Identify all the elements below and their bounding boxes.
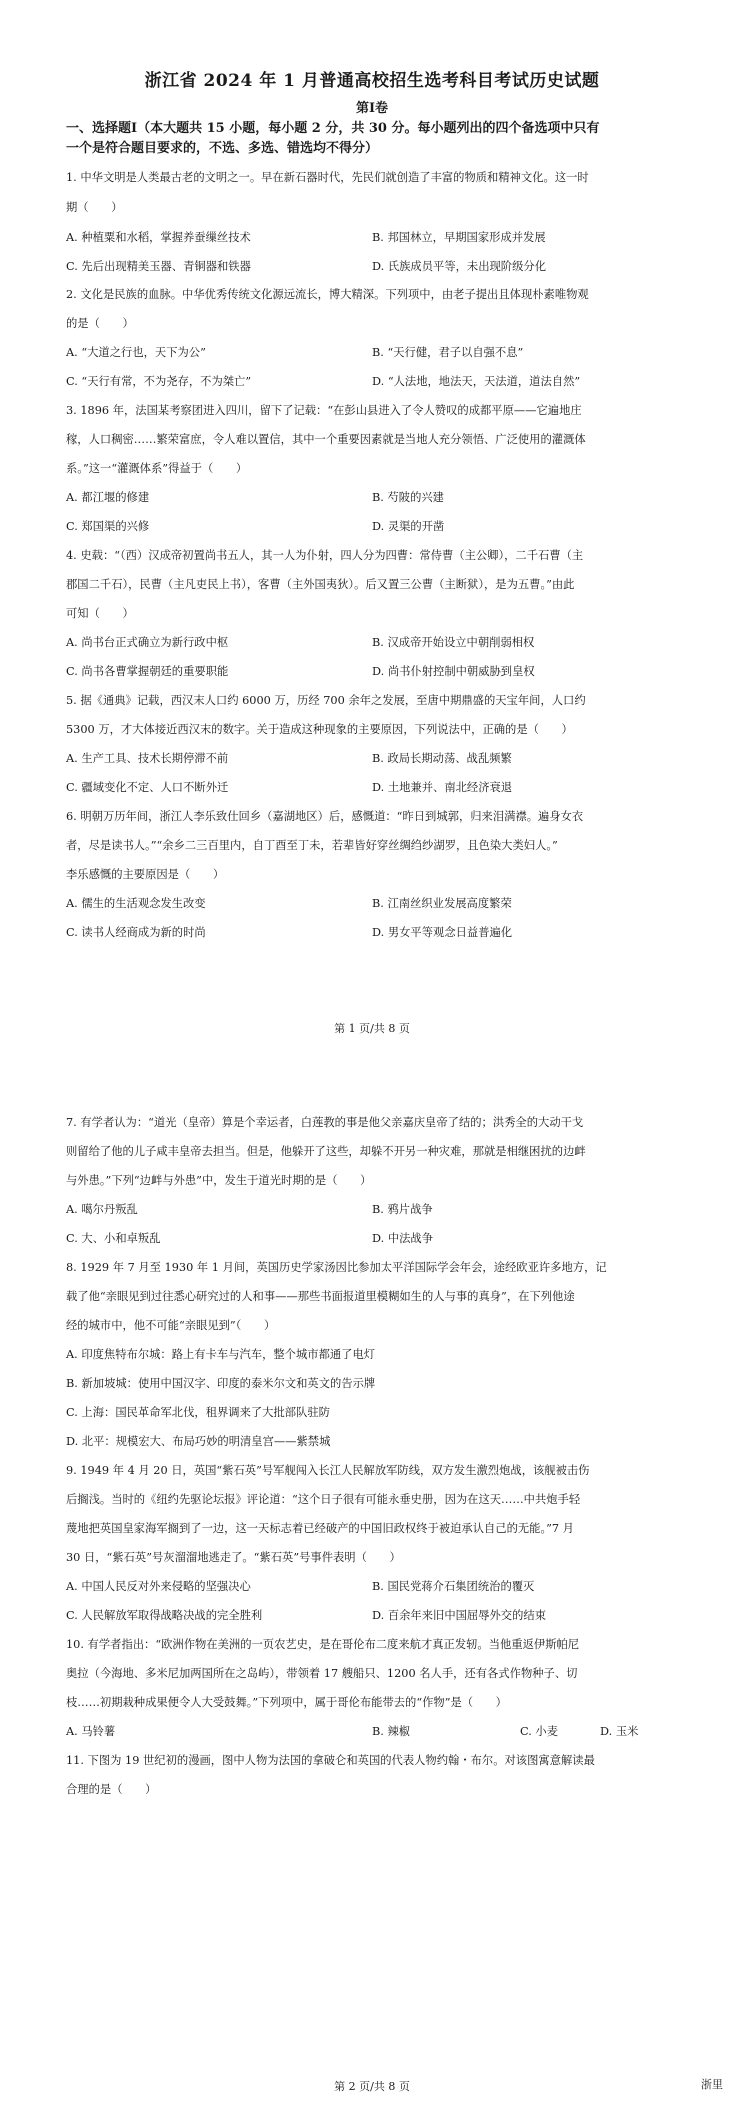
question-10-option-d: D. 玉米 bbox=[600, 1725, 639, 1738]
question-8-option-d: D. 北平：规模宏大、布局巧妙的明清皇宫——紫禁城 bbox=[66, 1435, 331, 1448]
question-4-option-b: B. 汉成帝开始设立中朝削弱相权 bbox=[372, 636, 535, 649]
question-8-option-c: C. 上海：国民革命军北伐，租界调来了大批部队驻防 bbox=[66, 1406, 330, 1419]
question-9-stem: 9. 1949 年 4 月 20 日，英国“紫石英”号军舰闯入长江人民解放军防线，双方发生激烈炮战，该舰被击伤 bbox=[66, 1464, 590, 1477]
question-10-stem: 奥拉（今海地、多米尼加两国所在之岛屿），带领着 17 艘船只、1200 名人手，还有各式作物种子、切 bbox=[66, 1667, 578, 1680]
question-9-stem: 蔑地把英国皇家海军搁到了一边，这一天标志着已经破产的中国旧政权终于被迫承认自己的无能。”7 月 bbox=[66, 1522, 574, 1535]
question-10-stem: 10. 有学者指出：“欧洲作物在美洲的一页农艺史，是在哥伦布二度来航才真正发轫。当他重返伊斯帕尼 bbox=[66, 1638, 580, 1651]
question-8-stem: 8. 1929 年 7 月至 1930 年 1 月间，英国历史学家汤因比参加太平洋国际学会年会，途经欧亚许多地方，记 bbox=[66, 1261, 607, 1274]
question-5-option-c: C. 疆域变化不定、人口不断外迁 bbox=[66, 781, 229, 794]
question-1-option-a: A. 种植粟和水稻，掌握养蚕缫丝技术 bbox=[66, 231, 251, 244]
question-3-stem: 系。”这一“灌溉体系”得益于（ ） bbox=[66, 462, 248, 475]
question-3-option-c: C. 郑国渠的兴修 bbox=[66, 520, 150, 533]
question-11-stem: 11. 下图为 19 世纪初的漫画，图中人物为法国的拿破仑和英国的代表人物约翰・布尔。对该图寓意解读最 bbox=[66, 1754, 595, 1767]
question-9-option-d: D. 百余年来旧中国屈辱外交的结束 bbox=[372, 1609, 546, 1622]
question-9-option-c: C. 人民解放军取得战略决战的完全胜利 bbox=[66, 1609, 263, 1622]
question-2-option-d: D. “人法地，地法天，天法道，道法自然” bbox=[372, 375, 581, 388]
question-9-stem: 后搁浅。当时的《纽约先驱论坛报》评论道：“这个日子很有可能永垂史册，因为在这天……中共炮手轻 bbox=[66, 1493, 581, 1506]
question-3-stem: 3. 1896 年，法国某考察团进入四川，留下了记载：“在彭山县进入了令人赞叹的成都平原——它遍地庄 bbox=[66, 404, 582, 417]
question-8-stem: 载了他“亲眼见到过往悉心研究过的人和事——那些书面报道里模糊如生的人与事的真身”，在下列他途 bbox=[66, 1290, 575, 1303]
question-4-stem: 4. 史载：“（西）汉成帝初置尚书五人，其一人为仆射，四人分为四曹：常侍曹（主公卿），二千石曹（主 bbox=[66, 549, 584, 562]
question-2-stem: 2. 文化是民族的血脉。中华优秀传统文化源远流长，博大精深。下列项中，由老子提出且体现朴素唯物观 bbox=[66, 288, 589, 301]
question-1-option-c: C. 先后出现精美玉器、青铜器和铁器 bbox=[66, 260, 251, 273]
question-7-stem: 则留给了他的儿子咸丰皇帝去担当。但是，他躲开了这些，却躲不开另一种灾难，那就是相继困扰的边衅 bbox=[66, 1145, 586, 1158]
question-10-option-b: B. 辣椒 bbox=[372, 1725, 411, 1738]
page-footer: 第 2 页/共 8 页 bbox=[334, 2080, 410, 2093]
page-footer: 第 1 页/共 8 页 bbox=[334, 1022, 410, 1035]
question-3-option-b: B. 芍陂的兴建 bbox=[372, 491, 444, 504]
question-6-stem: 者，尽是读书人。”“余乡二三百里内，自丁酉至丁未，若辈皆好穿丝绸绉纱湖罗，且色染大类妇人。” bbox=[66, 839, 558, 852]
question-10-option-c: C. 小麦 bbox=[520, 1725, 559, 1738]
question-8-stem: 经的城市中，他不可能“亲眼见到”（ ） bbox=[66, 1319, 276, 1332]
question-7-option-b: B. 鸦片战争 bbox=[372, 1203, 433, 1216]
question-6-option-d: D. 男女平等观念日益普遍化 bbox=[372, 926, 513, 939]
question-7-option-d: D. 中法战争 bbox=[372, 1232, 434, 1245]
question-1-stem: 期（ ） bbox=[66, 201, 123, 214]
question-9-option-a: A. 中国人民反对外来侵略的坚强决心 bbox=[66, 1580, 251, 1593]
question-2-option-b: B. “天行健，君子以自强不息” bbox=[372, 346, 524, 359]
question-2-option-a: A. “大道之行也，天下为公” bbox=[66, 346, 206, 359]
question-3-option-a: A. 都江堰的修建 bbox=[66, 491, 150, 504]
question-4-option-d: D. 尚书仆射控制中朝威胁到皇权 bbox=[372, 665, 535, 678]
question-11-stem: 合理的是（ ） bbox=[66, 1783, 157, 1796]
question-6-stem: 李乐感慨的主要原因是（ ） bbox=[66, 868, 225, 881]
question-3-stem: 稼，人口稠密……繁荣富庶，令人难以置信，其中一个重要因素就是当地人充分领悟、广泛使用的灌溉体 bbox=[66, 433, 586, 446]
question-2-option-c: C. “天行有常，不为尧存，不为桀亡” bbox=[66, 375, 252, 388]
question-7-option-a: A. 噶尔丹叛乱 bbox=[66, 1203, 138, 1216]
question-6-option-a: A. 儒生的生活观念发生改变 bbox=[66, 897, 206, 910]
section-heading bbox=[66, 119, 676, 159]
question-5-option-a: A. 生产工具、技术长期停滞不前 bbox=[66, 752, 229, 765]
question-4-option-a: A. 尚书台正式确立为新行政中枢 bbox=[66, 636, 229, 649]
question-9-option-b: B. 国民党蒋介石集团统治的覆灭 bbox=[372, 1580, 535, 1593]
question-8-option-b: B. 新加坡城：使用中国汉字、印度的泰米尔文和英文的告示牌 bbox=[66, 1377, 376, 1390]
question-4-stem: 郡国二千石），民曹（主凡吏民上书），客曹（主外国夷狄）。后又置三公曹（主断狱），是为五曹。”由此 bbox=[66, 578, 575, 591]
exam-title: 浙江省 2024 年 1 月普通高校招生选考科目考试历史试题 bbox=[144, 71, 600, 91]
question-5-option-b: B. 政局长期动荡、战乱频繁 bbox=[372, 752, 512, 765]
question-7-stem: 7. 有学者认为：“道光（皇帝）算是个幸运者，白莲教的事是他父亲嘉庆皇帝了结的；洪秀全的大动干戈 bbox=[66, 1116, 584, 1129]
question-2-stem: 的是（ ） bbox=[66, 317, 134, 330]
question-6-stem: 6. 明朝万历年间，浙江人李乐致仕回乡（嘉湖地区）后，感慨道：“昨日到城郭，归来泪满襟。遍身女衣 bbox=[66, 810, 584, 823]
question-1-stem: 1. 中华文明是人类最古老的文明之一。早在新石器时代，先民们就创造了丰富的物质和精神文化。这一时 bbox=[66, 171, 589, 184]
question-1-option-b: B. 邦国林立，早期国家形成并发展 bbox=[372, 231, 546, 244]
question-5-stem: 5. 据《通典》记载，西汉末人口约 6000 万，历经 700 余年之发展，至唐中期鼎盛的天宝年间，人口约 bbox=[66, 694, 586, 707]
question-5-stem: 5300 万，才大体接近西汉末的数字。关于造成这种现象的主要原因，下列说法中，正确的是（ ） bbox=[66, 723, 573, 736]
corner-watermark-text: 浙里 bbox=[701, 2078, 723, 2091]
question-10-stem: 枝……初期栽种成果便令人大受鼓舞。”下列项中，属于哥伦布能带去的“作物”是（ ） bbox=[66, 1696, 507, 1709]
question-4-option-c: C. 尚书各曹掌握朝廷的重要职能 bbox=[66, 665, 229, 678]
question-10-option-a: A. 马铃薯 bbox=[66, 1725, 116, 1738]
question-3-option-d: D. 灵渠的开凿 bbox=[372, 520, 445, 533]
question-6-option-c: C. 读书人经商成为新的时尚 bbox=[66, 926, 206, 939]
question-7-option-c: C. 大、小和卓叛乱 bbox=[66, 1232, 161, 1245]
question-7-stem: 与外患。”下列“边衅与外患”中，发生于道光时期的是（ ） bbox=[66, 1174, 372, 1187]
section-heading-line: 一、选择题Ⅰ（本大题共 15 小题，每小题 2 分，共 30 分。每小题列出的四个备选项中只有 bbox=[66, 121, 600, 136]
volume-heading: 第Ⅰ卷 bbox=[355, 101, 389, 116]
question-4-stem: 可知（ ） bbox=[66, 607, 134, 620]
question-9-stem: 30 日，“紫石英”号灰溜溜地逃走了。“紫石英”号事件表明（ ） bbox=[66, 1551, 401, 1564]
question-5-option-d: D. 土地兼并、南北经济衰退 bbox=[372, 781, 513, 794]
question-6-option-b: B. 江南丝织业发展高度繁荣 bbox=[372, 897, 512, 910]
section-heading-line: 一个是符合题目要求的，不选、多选、错选均不得分） bbox=[66, 141, 379, 156]
question-1-option-d: D. 氏族成员平等，未出现阶级分化 bbox=[372, 260, 546, 273]
question-8-option-a: A. 印度焦特布尔城：路上有卡车与汽车，整个城市都通了电灯 bbox=[66, 1348, 376, 1361]
